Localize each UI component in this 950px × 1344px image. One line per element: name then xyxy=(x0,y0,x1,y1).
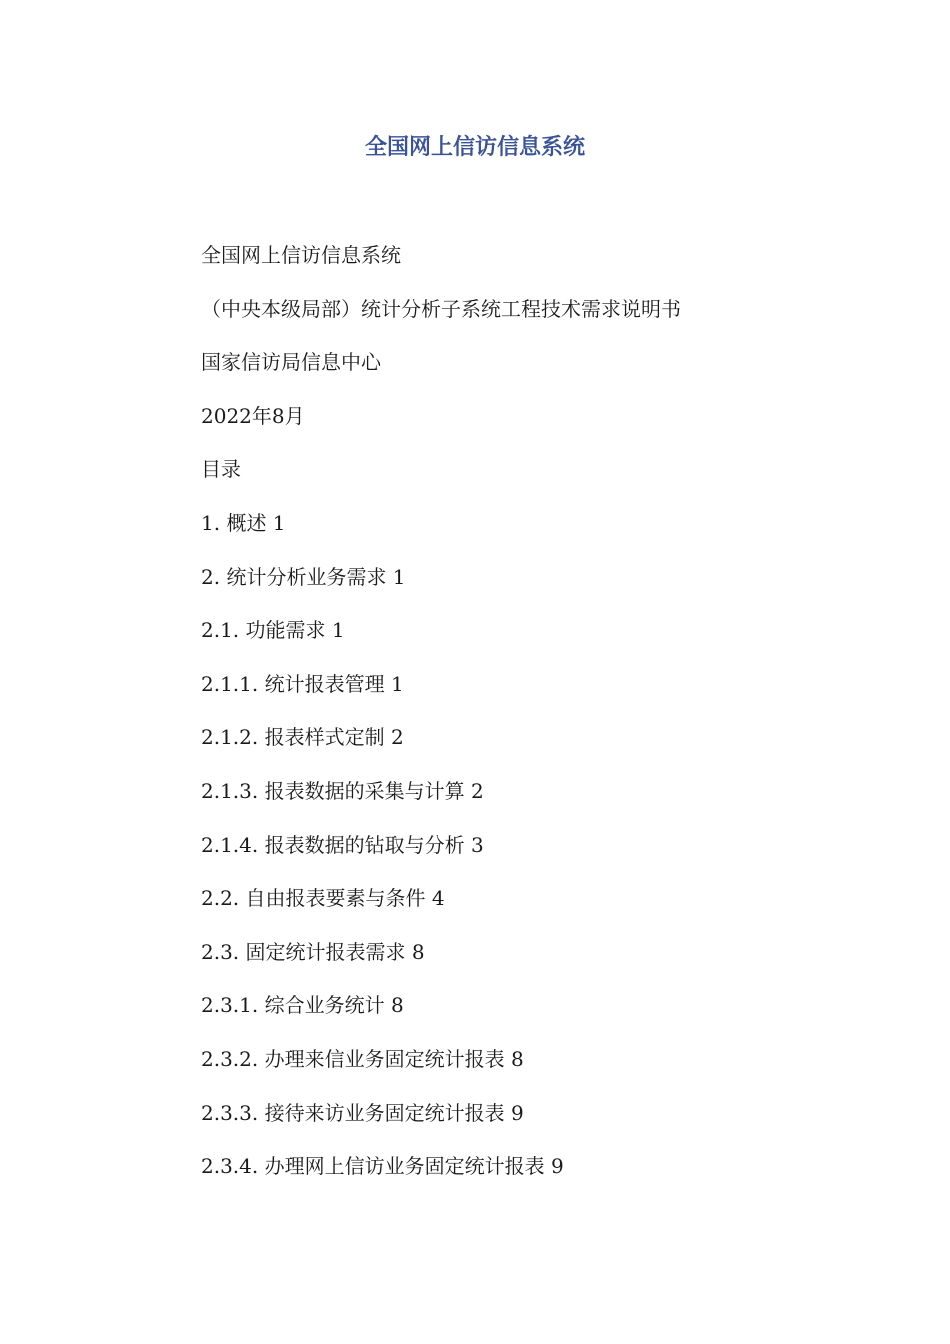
toc-entry[interactable]: 2.3.2. 办理来信业务固定统计报表 8 xyxy=(201,1046,524,1071)
toc-entry[interactable]: 2.2. 自由报表要素与条件 4 xyxy=(201,886,445,911)
toc-heading: 目录 xyxy=(201,457,241,482)
document-title: 全国网上信访信息系统 xyxy=(364,135,585,160)
toc-entry[interactable]: 2.1.1. 统计报表管理 1 xyxy=(201,671,404,696)
cover-subtitle: （中央本级局部）统计分析子系统工程技术需求说明书 xyxy=(201,296,681,321)
toc-entry[interactable]: 2.3.4. 办理网上信访业务固定统计报表 9 xyxy=(201,1154,564,1179)
toc-entry[interactable]: 2.1.4. 报表数据的钻取与分析 3 xyxy=(201,832,484,857)
cover-date: 2022年8月 xyxy=(201,403,305,428)
document-body xyxy=(201,240,681,1205)
toc-entry[interactable]: 2.3. 固定统计报表需求 8 xyxy=(201,939,425,964)
cover-organization: 国家信访局信息中心 xyxy=(201,350,381,375)
toc-entry[interactable]: 2.3.1. 综合业务统计 8 xyxy=(201,993,404,1018)
toc-entry[interactable]: 2.1.3. 报表数据的采集与计算 2 xyxy=(201,778,484,803)
toc-entry[interactable]: 2. 统计分析业务需求 1 xyxy=(201,564,406,589)
toc-entry[interactable]: 2.3.3. 接待来访业务固定统计报表 9 xyxy=(201,1100,524,1125)
cover-system-name: 全国网上信访信息系统 xyxy=(201,243,401,267)
toc-entry[interactable]: 2.1.2. 报表样式定制 2 xyxy=(201,725,404,750)
toc-entry[interactable]: 1. 概述 1 xyxy=(201,510,286,535)
toc-entry[interactable]: 2.1. 功能需求 1 xyxy=(201,618,345,643)
